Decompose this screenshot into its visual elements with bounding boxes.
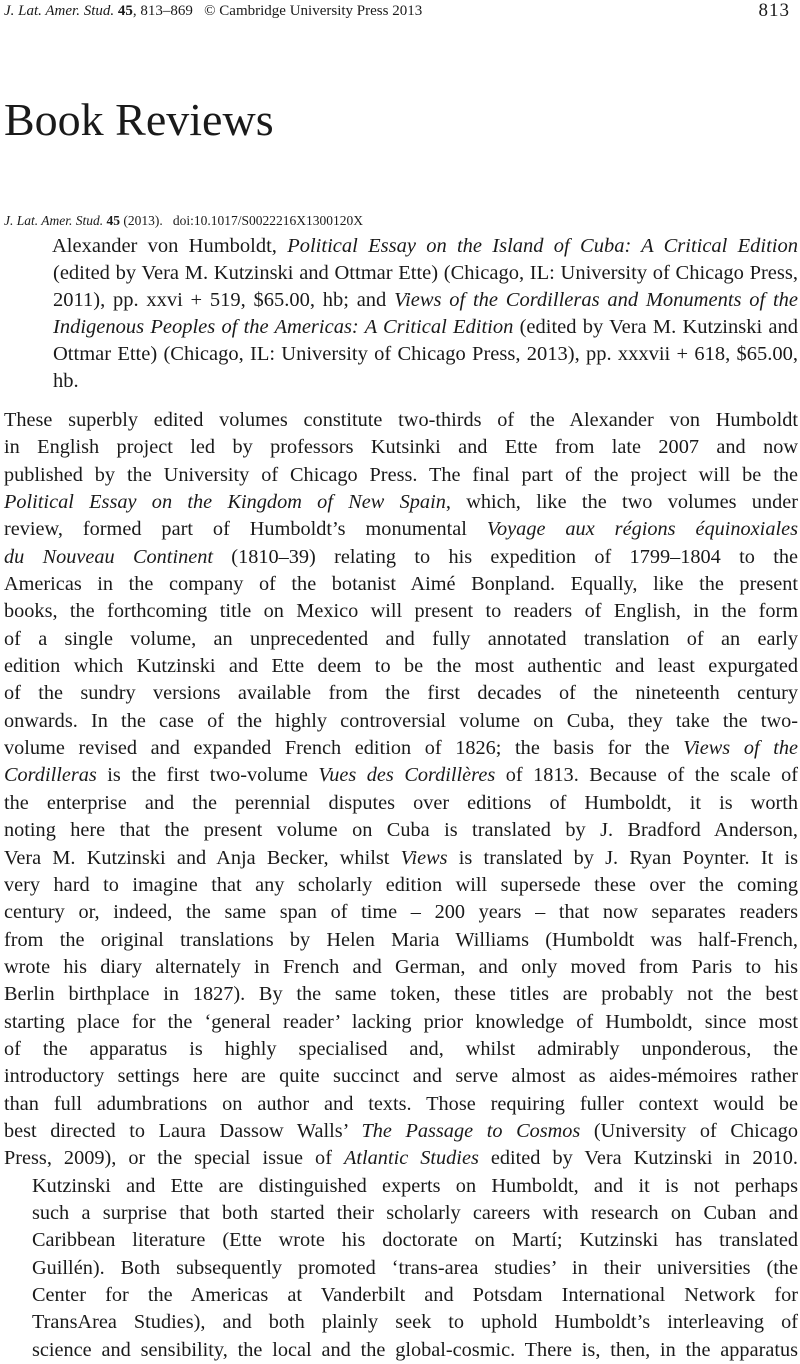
- text-run: in English project led by professors Kutsinki and Ette from late 2007 and now: [4, 436, 798, 459]
- paragraph-2: [4, 1173, 798, 1364]
- review-details-1: (edited by Vera M. Kutzinski and Ottmar Ette) (Chicago, IL: University of Chicago Press, 2011), pp. xxvi + 519, $65.00, hb; and: [53, 262, 798, 311]
- text-line: [4, 1173, 798, 1200]
- text-run: of the apparatus is highly specialised and, whilst admirably unponderous, the: [4, 1037, 798, 1060]
- running-head-pages: , 813–869: [132, 3, 193, 19]
- text-line: [4, 899, 798, 926]
- italic-title: Atlantic Studies: [344, 1147, 479, 1170]
- text-line: [4, 954, 798, 981]
- text-run: is translated by J. Ryan Poynter. It is: [447, 846, 798, 869]
- text-run: Kutzinski and Ette are distinguished experts on Humboldt, and it is not perhaps: [32, 1174, 798, 1197]
- text-run: Press, 2009), or the special issue of: [4, 1147, 344, 1170]
- section-title: Book Reviews: [4, 94, 274, 145]
- italic-title: Vues des Cordillères: [318, 764, 496, 787]
- text-line: [4, 1009, 798, 1036]
- text-line: [4, 1309, 798, 1336]
- text-line: [4, 680, 798, 707]
- text-run: noting here that the present volume on Cuba is translated by J. Bradford Anderson,: [4, 819, 798, 842]
- page-number: 813: [758, 0, 790, 21]
- text-run: introductory settings here are quite succinct and serve almost as aides-mémoires rather: [4, 1065, 798, 1088]
- text-run: TransArea Studies), and both plainly seek to uphold Humboldt’s interleaving of: [32, 1311, 798, 1334]
- text-line: [4, 653, 798, 680]
- text-line: [4, 1145, 798, 1172]
- text-line: [4, 927, 798, 954]
- text-run: is the first two-volume: [96, 764, 319, 787]
- running-head-journal: J. Lat. Amer. Stud.: [4, 3, 115, 19]
- text-line: [4, 516, 798, 543]
- running-head-volume: 45: [117, 3, 133, 19]
- text-line: [4, 817, 798, 844]
- text-line: [4, 735, 798, 762]
- citation-year: (2013).: [123, 213, 163, 228]
- review-author: Alexander von Humboldt,: [52, 235, 277, 257]
- text-line: [4, 434, 798, 461]
- running-head: [4, 0, 796, 24]
- text-run: Berlin birthplace in 1827). By the same token, these titles are probably not the best: [4, 983, 798, 1006]
- text-run: (University of Chicago: [580, 1119, 799, 1142]
- text-line: [4, 981, 798, 1008]
- text-line: [4, 1063, 798, 1090]
- text-run: Vera M. Kutzinski and Anja Becker, whilst: [4, 846, 401, 869]
- text-run: the enterprise and the perennial disputes over editions of Humboldt, it is worth: [4, 791, 798, 814]
- citation-volume: 45: [106, 213, 121, 228]
- text-line: [4, 1227, 798, 1254]
- text-run: Americas in the company of the botanist Aimé Bonpland. Equally, like the present: [4, 573, 798, 596]
- text-line: [4, 571, 798, 598]
- text-run: of the sundry versions available from the first decades of the nineteenth century: [4, 682, 798, 705]
- italic-title: Cordilleras: [4, 764, 97, 787]
- text-line: [4, 598, 798, 625]
- text-run: onwards. In the case of the highly controversial volume on Cuba, they take the two-: [4, 709, 798, 732]
- text-run: such a surprise that both started their scholarly careers with research on Cuban and: [32, 1201, 798, 1224]
- italic-title: du Nouveau Continent: [4, 545, 213, 568]
- text-line: [4, 1337, 798, 1364]
- text-run: These superbly edited volumes constitute two-thirds of the Alexander von Humboldt: [4, 409, 798, 431]
- citation-journal: J. Lat. Amer. Stud.: [4, 213, 104, 228]
- text-run: than full adumbrations on author and texts. Those requiring fuller context would be: [4, 1092, 798, 1115]
- text-line: [4, 1255, 798, 1282]
- text-run: of a single volume, an unprecedented and fully annotated translation of an early: [4, 627, 798, 650]
- italic-title: Voyage aux régions équinoxiales: [486, 518, 798, 541]
- review-heading: [53, 233, 798, 395]
- text-run: (1810–39) relating to his expedition of 1799–1804 to the: [213, 545, 798, 568]
- italic-title: Views: [400, 846, 448, 869]
- text-run: published by the University of Chicago Press. The final part of the project will be the: [4, 463, 798, 486]
- text-run: wrote his diary alternately in French and German, and only moved from Paris to his: [4, 955, 798, 978]
- review-details-2: (edited by Vera M. Kutzinski and Ottmar Ette) (Chicago, IL: University of Chicago Press, 2013), pp. xxxvii + 618, $65.00, hb.: [53, 316, 799, 392]
- citation-doi: doi:10.1017/S0022216X1300120X: [172, 213, 364, 228]
- text-line: [4, 1091, 798, 1118]
- text-line: [4, 872, 798, 899]
- text-run: , which, like the two volumes under: [445, 491, 798, 514]
- text-run: volume revised and expanded French edition of 1826; the basis for the: [4, 737, 684, 760]
- text-run: science and sensibility, the local and the global-cosmic. There is, then, in the apparatus: [32, 1338, 798, 1361]
- text-line: [4, 790, 798, 817]
- text-run: books, the forthcoming title on Mexico will present to readers of English, in the form: [4, 600, 798, 623]
- text-run: review, formed part of Humboldt’s monumental: [4, 518, 487, 541]
- text-run: Guillén). Both subsequently promoted ‘trans-area studies’ in their universities (the: [32, 1256, 798, 1279]
- italic-title: Political Essay on the Kingdom of New Spain: [4, 491, 446, 514]
- text-line: [4, 544, 798, 571]
- text-line: [4, 845, 798, 872]
- text-run: of 1813. Because of the scale of: [495, 764, 799, 787]
- text-run: edition which Kutzinski and Ette deem to be the most authentic and least expurgated: [4, 655, 798, 678]
- text-line: [4, 1282, 798, 1309]
- text-run: Center for the Americas at Vanderbilt and Potsdam International Network for: [32, 1284, 798, 1306]
- text-line: [4, 1036, 798, 1063]
- text-line: [4, 1118, 798, 1145]
- text-run: century or, indeed, the same span of time – 200 years – that now separates readers: [4, 901, 798, 924]
- text-run: Caribbean literature (Ette wrote his doctorate on Martí; Kutzinski has translated: [32, 1229, 798, 1252]
- italic-title: Views of the: [683, 737, 798, 760]
- review-body: [4, 407, 798, 1364]
- running-head-copyright: © Cambridge University Press 2013: [204, 3, 423, 19]
- text-line: [4, 407, 798, 434]
- text-run: from the original translations by Helen Maria Williams (Humboldt was half-French,: [4, 928, 798, 951]
- text-line: [4, 1200, 798, 1227]
- text-line: [4, 626, 798, 653]
- citation-line: [4, 211, 363, 231]
- paragraph-1: [4, 407, 798, 1173]
- text-line: [4, 462, 798, 489]
- text-line: [4, 762, 798, 789]
- review-title-1: Political Essay on the Island of Cuba: A Critical Edition: [287, 235, 799, 257]
- text-run: starting place for the ‘general reader’ lacking prior knowledge of Humboldt, since most: [4, 1010, 798, 1033]
- text-line: [4, 708, 798, 735]
- review-title-2: Views of the Cordilleras and Monuments of the Indigenous Peoples of the Americas: A Critical Edition: [53, 289, 798, 338]
- text-run: very hard to imagine that any scholarly edition will supersede these over the coming: [4, 873, 798, 896]
- italic-title: The Passage to Cosmos: [361, 1119, 581, 1142]
- text-run: best directed to Laura Dassow Walls’: [4, 1119, 362, 1142]
- text-run: edited by Vera Kutzinski in 2010.: [478, 1147, 798, 1170]
- text-line: [4, 489, 798, 516]
